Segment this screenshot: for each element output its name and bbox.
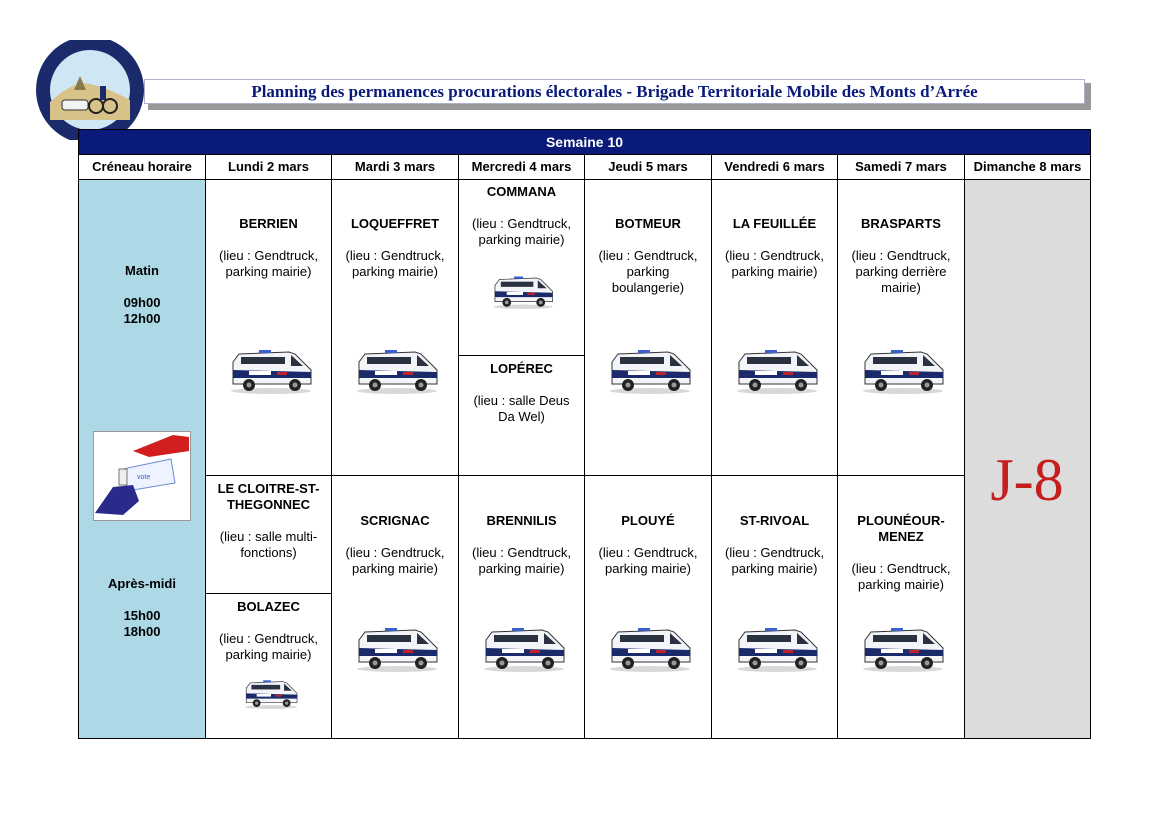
header-friday: Vendredi 6 mars bbox=[711, 154, 838, 180]
place-location: (lieu : Gendtruck, parking mairie) bbox=[472, 216, 571, 247]
header-tuesday: Mardi 3 mars bbox=[331, 154, 459, 180]
ballot-vote-icon bbox=[93, 431, 191, 521]
countdown-label: J-8 bbox=[990, 447, 1064, 513]
cell-morning-wednesday-2 bbox=[458, 355, 585, 476]
cell-morning-wednesday-1 bbox=[458, 179, 585, 356]
place-location: (lieu : Gendtruck, parking mairie) bbox=[725, 248, 824, 279]
place-location: (lieu : Gendtruck, parking mairie) bbox=[472, 545, 571, 576]
place-location: (lieu : Gendtruck, parking mairie) bbox=[851, 561, 951, 592]
place-name: LOQUEFFRET bbox=[350, 216, 440, 231]
cell-afternoon-saturday bbox=[837, 475, 965, 739]
gendtruck-van-icon bbox=[735, 626, 819, 672]
gendtruck-van-icon bbox=[861, 348, 945, 394]
place-name: PLOUYÉ bbox=[621, 513, 675, 528]
header-sunday: Dimanche 8 mars bbox=[964, 154, 1091, 180]
afternoon-slot-label: Après-midi 15h00 18h00 bbox=[108, 576, 176, 639]
gendtruck-van-icon bbox=[355, 348, 439, 394]
morning-slot-label: Matin 09h00 12h00 bbox=[123, 263, 161, 326]
place-location: (lieu : Gendtruck, parking mairie) bbox=[598, 545, 698, 576]
gendarmerie-logo bbox=[34, 40, 146, 140]
place-name: BOTMEUR bbox=[615, 216, 681, 231]
place-location: (lieu : Gendtruck, parking mairie) bbox=[219, 248, 318, 279]
header-wednesday: Mercredi 4 mars bbox=[458, 154, 585, 180]
place-name: SCRIGNAC bbox=[360, 513, 430, 528]
gendtruck-van-icon bbox=[861, 626, 945, 672]
cell-afternoon-tuesday bbox=[331, 475, 459, 739]
place-name: BRASPARTS bbox=[861, 216, 941, 231]
cell-afternoon-thursday bbox=[584, 475, 712, 739]
place-name: COMMANA bbox=[486, 184, 557, 199]
header-slot: Créneau horaire bbox=[78, 154, 206, 180]
gendtruck-van-icon bbox=[608, 626, 692, 672]
cell-morning-monday bbox=[205, 179, 332, 476]
place-name: BERRIEN bbox=[239, 216, 298, 231]
place-name: PLOUNÉOUR-MENEZ bbox=[857, 513, 945, 544]
place-location: (lieu : Gendtruck, parking boulangerie) bbox=[598, 248, 698, 295]
place-name: BRENNILIS bbox=[486, 513, 557, 528]
gendtruck-van-icon bbox=[482, 626, 566, 672]
gendtruck-van-icon bbox=[229, 348, 313, 394]
cell-morning-tuesday bbox=[331, 179, 459, 476]
place-name: ST-RIVOAL bbox=[739, 513, 810, 528]
place-location: (lieu : Gendtruck, parking mairie) bbox=[725, 545, 824, 576]
gendtruck-van-icon bbox=[492, 275, 554, 309]
header-saturday: Samedi 7 mars bbox=[837, 154, 965, 180]
header-monday: Lundi 2 mars bbox=[205, 154, 332, 180]
place-location: (lieu : salle Deus Da Wel) bbox=[473, 393, 570, 424]
place-name: LE CLOITRE-ST-THEGONNEC bbox=[217, 481, 320, 512]
gendtruck-van-icon bbox=[608, 348, 692, 394]
place-name: BOLAZEC bbox=[237, 599, 300, 614]
place-location: (lieu : salle multi-fonctions) bbox=[219, 529, 318, 560]
gendtruck-van-icon bbox=[355, 626, 439, 672]
cell-afternoon-wednesday bbox=[458, 475, 585, 739]
cell-afternoon-monday-1 bbox=[205, 475, 332, 594]
cell-morning-saturday bbox=[837, 179, 965, 476]
place-location: (lieu : Gendtruck, parking mairie) bbox=[219, 631, 318, 662]
header-thursday: Jeudi 5 mars bbox=[584, 154, 712, 180]
svg-text:vote: vote bbox=[137, 474, 151, 481]
cell-afternoon-monday-2 bbox=[205, 593, 332, 739]
place-name: LA FEUILLÉE bbox=[732, 216, 817, 231]
cell-afternoon-friday bbox=[711, 475, 838, 739]
cell-morning-thursday bbox=[584, 179, 712, 476]
cell-morning-friday bbox=[711, 179, 838, 476]
place-name: LOPÉREC bbox=[490, 361, 553, 376]
place-location: (lieu : Gendtruck, parking mairie) bbox=[345, 545, 445, 576]
place-location: (lieu : Gendtruck, parking mairie) bbox=[345, 248, 445, 279]
gendtruck-van-icon bbox=[735, 348, 819, 394]
place-location: (lieu : Gendtruck, parking derrière mairie) bbox=[851, 248, 951, 295]
week-header: Semaine 10 bbox=[78, 129, 1091, 155]
gendtruck-van-icon bbox=[243, 679, 299, 709]
page-title: Planning des permanences procurations électorales - Brigade Territoriale Mobile des Monts d’Arrée bbox=[251, 82, 978, 101]
